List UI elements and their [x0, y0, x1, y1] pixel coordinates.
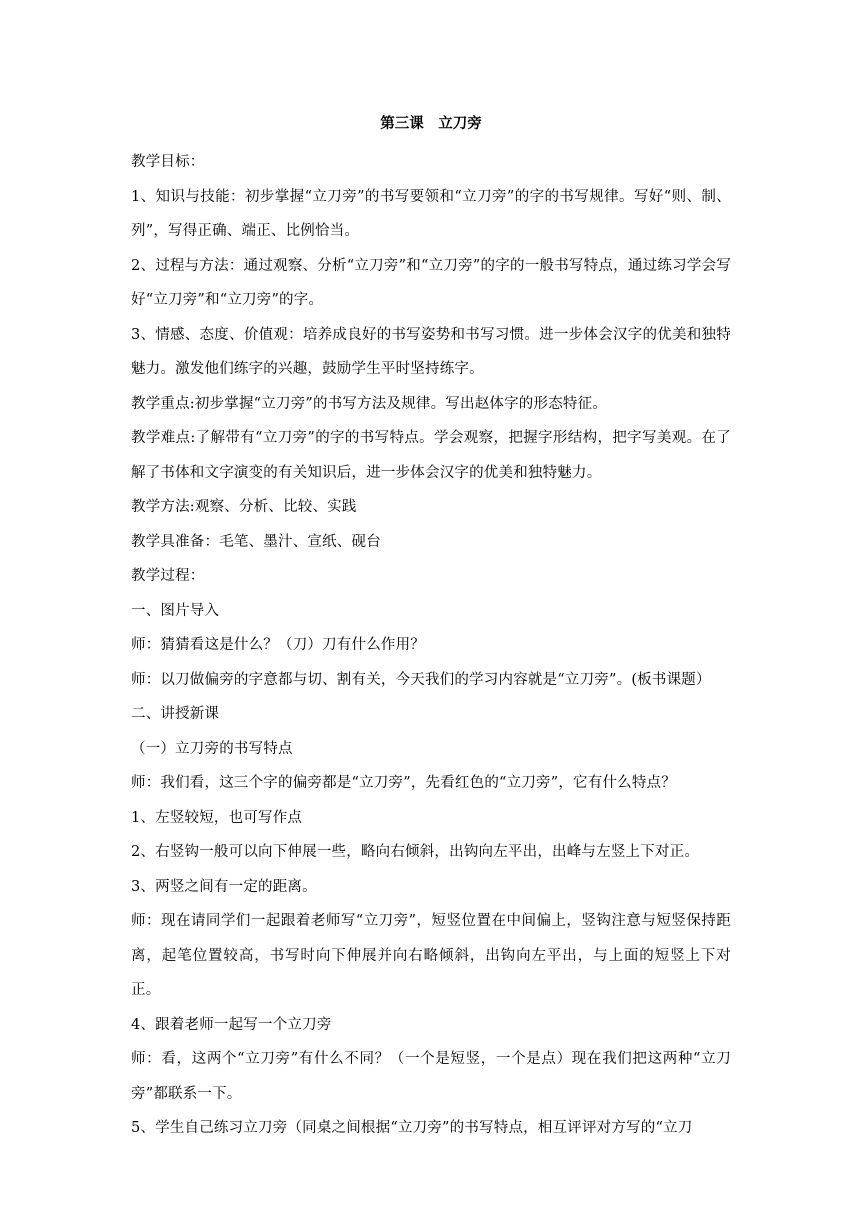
- paragraph-objective-1: 1、知识与技能：初步掌握“立刀旁”的书写要领和“立刀旁”的字的书写规律。写好“则、制、列”，写得正确、端正、比例恰当。: [131, 188, 731, 239]
- paragraph-objectives-heading: 教学目标：: [131, 154, 205, 170]
- paragraph-section-2: 二、讲授新课: [131, 706, 220, 722]
- paragraph-feature-3: 3、两竖之间有一定的距离。: [131, 878, 317, 895]
- paragraph-subsection-1: （一）立刀旁的书写特点: [131, 740, 293, 757]
- paragraph-key-point: 教学重点:初步掌握“立刀旁”的书写方法及规律。写出赵体字的形态特征。: [131, 395, 608, 412]
- paragraph-step-4: 4、跟着老师一起写一个立刀旁: [131, 1016, 332, 1033]
- paragraph-materials: 教学具准备：毛笔、墨汁、宣纸、砚台: [131, 533, 381, 550]
- document-body: [131, 111, 731, 1146]
- paragraph-step-5: 5、学生自己练习立刀旁（同桌之间根据“立刀旁”的书写特点，相互评评对方写的“立刀: [131, 1120, 693, 1136]
- paragraph-teacher-1: 师：猜猜看这是什么？（刀）刀有什么作用？: [131, 637, 425, 653]
- paragraph-teacher-3: 师：我们看，这三个字的偏旁都是“立刀旁”，先看红色的“立刀旁”，它有什么特点？: [131, 775, 676, 791]
- paragraph-difficulty: 教学难点:了解带有“立刀旁”的字的书写特点。学会观察，把握字形结构，把字写美观。在了解了书体和文字演变的有关知识后，进一步体会汉字的优美和独特魅力。: [131, 430, 731, 481]
- paragraph-objective-2: 2、过程与方法：通过观察、分析“立刀旁”和“立刀旁”的字的一般书写特点，通过练习学会写好“立刀旁”和“立刀旁”的字。: [131, 257, 731, 308]
- paragraph-feature-1: 1、左竖较短，也可写作点: [131, 809, 303, 826]
- paragraph-objective-3: 3、情感、态度、价值观：培养成良好的书写姿势和书写习惯。进一步体会汉字的优美和独特魅力。激发他们练字的兴趣，鼓励学生平时坚持练字。: [131, 326, 731, 377]
- paragraph-method: 教学方法:观察、分析、比较、实践: [131, 499, 357, 515]
- paragraph-section-1: 一、图片导入: [131, 602, 220, 619]
- paragraph-teacher-4: 师：现在请同学们一起跟着老师写“立刀旁”，短竖位置在中间偏上，竖钩注意与短竖保持距离，起笔位置较高，书写时向下伸展并向右略倾斜，出钩向左平出，与上面的短竖上下对正。: [131, 913, 731, 998]
- paragraph-teacher-5: 师：看，这两个“立刀旁”有什么不同？（一个是短竖，一个是点）现在我们把这两种“立刀旁”都联系一下。: [131, 1051, 731, 1102]
- lesson-title: 第三课 立刀旁: [380, 116, 482, 132]
- paragraph-feature-2: 2、右竖钩一般可以向下伸展一些，略向右倾斜，出钩向左平出，出峰与左竖上下对正。: [131, 844, 700, 860]
- paragraph-process-heading: 教学过程：: [131, 568, 205, 584]
- paragraph-teacher-2: 师：以刀做偏旁的字意都与切、割有关，今天我们的学习内容就是“立刀旁”。(板书课题）: [131, 671, 711, 688]
